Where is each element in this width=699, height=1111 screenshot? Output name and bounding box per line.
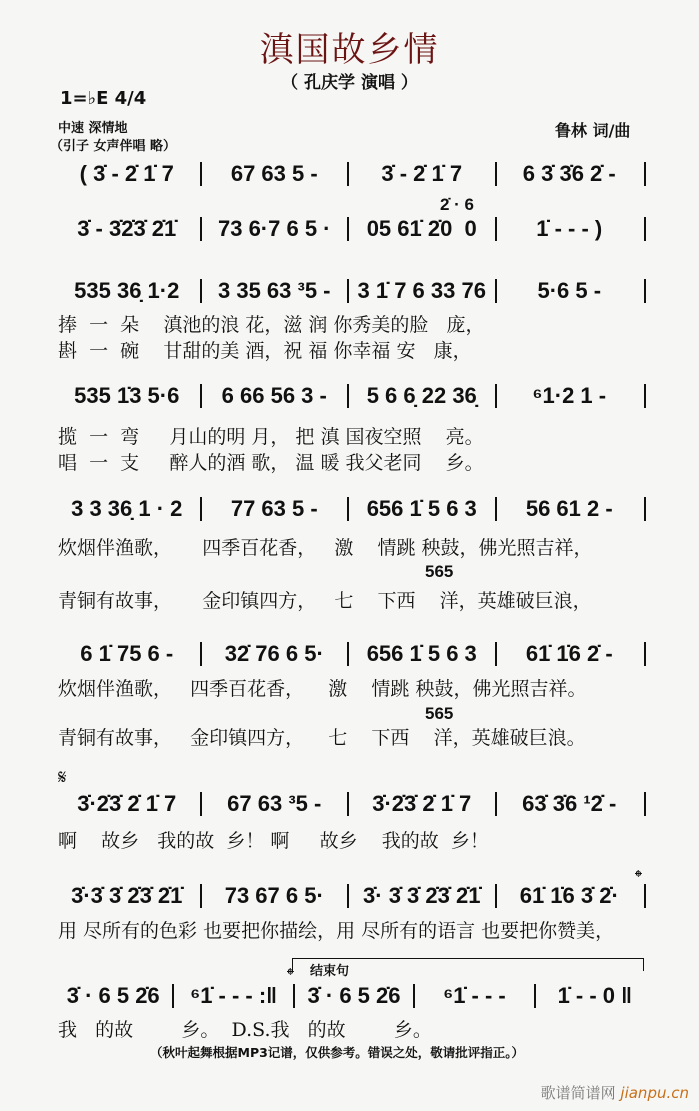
- bar-line: [644, 792, 646, 816]
- notation-row: [58, 383, 650, 409]
- measure: 3̇·2̇3̇ 2̇ 1̇ 7: [372, 791, 472, 816]
- measure: 656 1̇ 5 6 3: [366, 641, 477, 666]
- lyric-line: 青铜有故事， 金印镇四方， 七 下西 洋，英雄破巨浪，: [58, 590, 592, 612]
- song-title: 滇国故乡情: [259, 30, 440, 70]
- bar-line: [347, 279, 349, 303]
- lyric-line: 斟 一 碗 甘甜的美 酒，祝 福 你幸福 安 康，: [58, 340, 472, 362]
- watermark-en: jianpu.cn: [620, 1084, 689, 1102]
- lyric-line: 唱 一 支 醉人的酒 歌， 温 暖 我父老同 乡。: [58, 452, 484, 474]
- measure: 3 1̇ 7 6 33 76: [357, 278, 486, 303]
- bar-line: [347, 792, 349, 816]
- bar-line: [200, 279, 202, 303]
- bar-line: [200, 792, 202, 816]
- lyric-line: 炊烟伴渔歌， 四季百花香， 激 情跳 秧鼓，佛光照吉祥。: [58, 678, 587, 700]
- bar-line: [644, 162, 646, 186]
- measure: 63̇ 3̇6 ¹2̇ -: [522, 791, 617, 816]
- ending-label: 结束句: [310, 964, 350, 979]
- bar-line: [534, 984, 536, 1008]
- measure: 3̇ · 6 5 2̇6: [66, 983, 160, 1008]
- measure: 1̇ - - - ): [536, 216, 603, 241]
- measure: 3̇ - 3̇2̇3̇ 2̇1̇: [77, 216, 177, 241]
- bar-line: [644, 497, 646, 521]
- bar-line: [644, 884, 646, 908]
- footer-note: （秋叶起舞根据MP3记谱，仅供参考。错误之处，敬请批评指正。）: [150, 1045, 525, 1060]
- coda-icon: 𝄌: [287, 963, 294, 987]
- bar-line: [200, 217, 202, 241]
- watermark: [541, 1082, 689, 1103]
- measure: 535 1̇3 5·6: [74, 383, 180, 408]
- lyric-line: 啊 故乡 我的故 乡！ 啊 故乡 我的故 乡！: [58, 830, 489, 852]
- bar-line: [347, 497, 349, 521]
- measure: 32̇ 76 6 5·: [224, 641, 324, 666]
- measure: 6 1̇ 75 6 -: [80, 641, 174, 666]
- bar-line: [293, 984, 295, 1008]
- lyric-line: 青铜有故事， 金印镇四方， 七 下西 洋，英雄破巨浪。: [58, 727, 586, 749]
- measure: ⁶1̇ - - -: [443, 983, 506, 1008]
- bar-line: [495, 279, 497, 303]
- measure: 3̇· 3̇ 3̇ 2̇3̇ 2̇1̇: [363, 883, 481, 908]
- measure: 535 36̣ 1·2: [74, 278, 180, 303]
- bar-line: [200, 384, 202, 408]
- notation-row: [58, 496, 650, 522]
- tempo: 中速 深情地: [58, 121, 128, 136]
- bar-line: [495, 217, 497, 241]
- notation-row: [58, 278, 650, 304]
- notation-row: [58, 216, 650, 242]
- ornament-notes: 565: [425, 704, 454, 723]
- notation-row: [58, 983, 650, 1009]
- bar-line: [495, 792, 497, 816]
- intro-note: （引子 女声伴唱 略）: [50, 139, 177, 154]
- bar-line: [347, 384, 349, 408]
- measure: 61̇ 1̇6 2̇ -: [525, 641, 613, 666]
- singer: （ 孔庆学 演唱 ）: [281, 73, 418, 93]
- bar-line: [644, 279, 646, 303]
- lyric-line: 我 的故 乡。 D.S.我 的故 乡。: [58, 1019, 432, 1041]
- ornament-notes: 2̇ · 6: [440, 195, 475, 214]
- measure: 3̇ · 6 5 2̇6: [307, 983, 401, 1008]
- notation-row: [58, 161, 650, 187]
- bar-line: [644, 217, 646, 241]
- measure: ( 3̇ - 2̇ 1̇ 7: [79, 161, 174, 186]
- bar-line: [347, 162, 349, 186]
- lyric-line: 揽 一 弯 月山的明 月， 把 滇 国夜空照 亮。: [58, 426, 484, 448]
- lyric-line: 用 尽所有的色彩 也要把你描绘，用 尽所有的语言 也要把你赞美，: [58, 920, 615, 942]
- key-signature: 1=♭E 4/4: [60, 88, 147, 109]
- composer: 鲁林 词/曲: [555, 121, 631, 140]
- bar-line: [347, 217, 349, 241]
- lyric-line: 捧 一 朵 滇池的浪 花，滋 润 你秀美的脸 庞，: [58, 314, 485, 336]
- measure: 61̇ 1̇6 3̇ 2̇·: [519, 883, 619, 908]
- ornament-notes: 565: [425, 562, 454, 581]
- measure: 67 63 5 -: [230, 161, 318, 186]
- measure: 73 6·7 6 5 ·: [217, 216, 331, 241]
- bar-line: [644, 384, 646, 408]
- measure: 6 3̇ 3̇6 2̇ -: [522, 161, 616, 186]
- measure: 5 6 6̣ 22 36̣: [366, 383, 477, 408]
- bar-line: [200, 162, 202, 186]
- watermark-cn: 歌谱简谱网: [540, 1084, 616, 1102]
- measure: 3 3 36̣ 1 · 2: [71, 496, 183, 521]
- bar-line: [200, 642, 202, 666]
- bar-line: [644, 642, 646, 666]
- measure: 77 63 5 -: [230, 496, 318, 521]
- bar-line: [347, 642, 349, 666]
- bar-line: [347, 884, 349, 908]
- measure: 56 61 2 -: [525, 496, 613, 521]
- measure: 3̇·3̇ 3̇ 2̇3̇ 2̇1̇: [71, 883, 183, 908]
- measure: 05 61̇ 2̇0 0: [366, 216, 477, 241]
- measure: ⁶1̇ - - - :‖: [190, 983, 278, 1008]
- measure: 3̇·2̇3̇ 2̇ 1̇ 7: [77, 791, 177, 816]
- bar-line: [413, 984, 415, 1008]
- measure: 656 1̇ 5 6 3: [366, 496, 477, 521]
- bar-line: [200, 497, 202, 521]
- measure: 67 63 ³5 -: [227, 791, 322, 816]
- measure: ⁶1·2 1 -: [532, 383, 607, 408]
- bar-line: [495, 497, 497, 521]
- bar-line: [172, 984, 174, 1008]
- notation-row: [58, 791, 650, 817]
- notation-row: [58, 641, 650, 667]
- measure: 3 35 63 ³5 -: [217, 278, 331, 303]
- measure: 5·6 5 -: [537, 278, 602, 303]
- measure: 1̇ - - 0 ‖: [557, 983, 633, 1008]
- bar-line: [495, 642, 497, 666]
- lyric-line: 炊烟伴渔歌， 四季百花香， 激 情跳 秧鼓，佛光照吉祥，: [58, 537, 593, 559]
- bar-line: [495, 162, 497, 186]
- measure: 73 67 6 5·: [224, 883, 324, 908]
- bar-line: [200, 884, 202, 908]
- bar-line: [495, 384, 497, 408]
- coda-icon: 𝄌: [635, 865, 642, 889]
- measure: 3̇ - 2̇ 1̇ 7: [381, 161, 463, 186]
- segno-icon: 𝄋: [58, 765, 67, 789]
- bar-line: [495, 884, 497, 908]
- notation-row: [58, 883, 650, 909]
- measure: 6 66 56 3 -: [221, 383, 327, 408]
